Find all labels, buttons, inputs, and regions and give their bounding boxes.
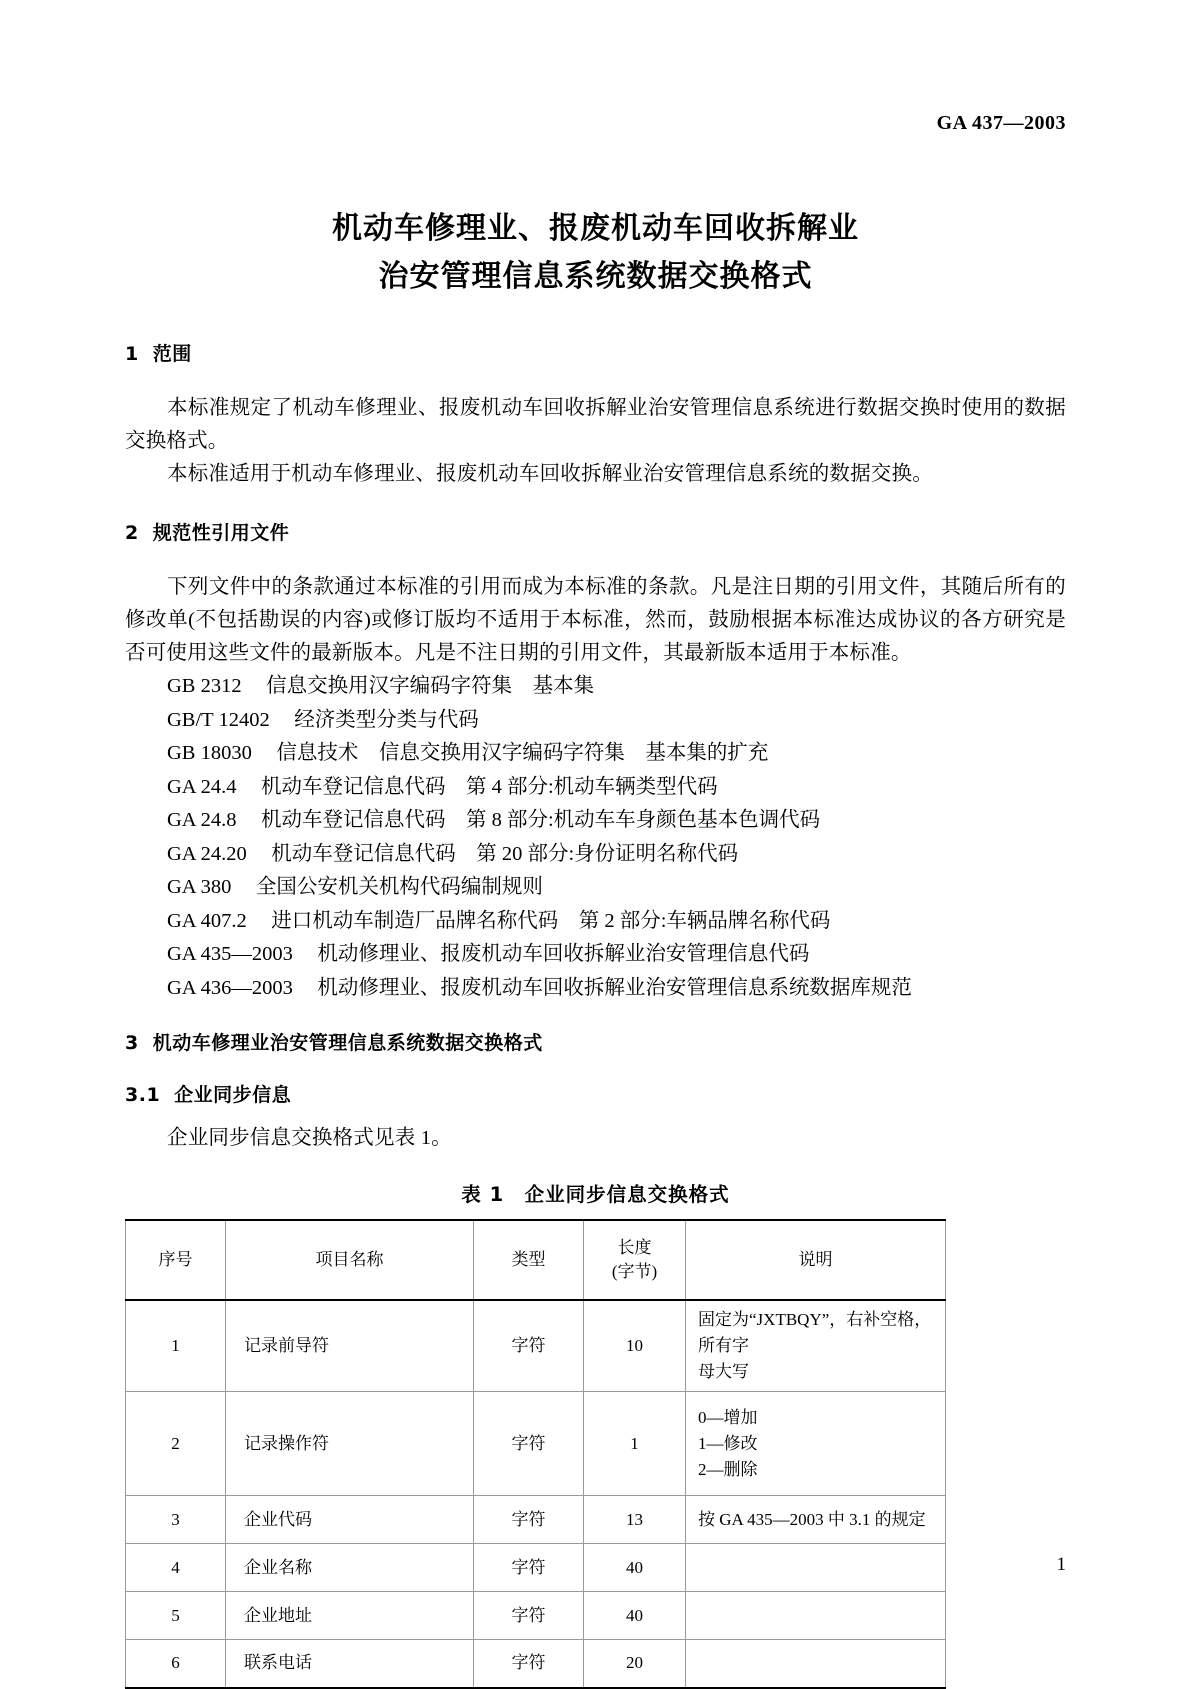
cell-description xyxy=(686,1300,946,1392)
cell-type: 字符 xyxy=(474,1640,584,1688)
reference-code: GA 24.20 xyxy=(167,842,247,865)
cell-description-line: 1—修改 xyxy=(698,1433,758,1453)
cell-length: 1 xyxy=(584,1392,686,1496)
table-row xyxy=(126,1300,946,1392)
list-item xyxy=(125,871,1066,905)
cell-length: 20 xyxy=(584,1640,686,1688)
cell-name: 记录前导符 xyxy=(226,1300,474,1392)
table-1-caption-title: 企业同步信息交换格式 xyxy=(524,1183,730,1206)
cell-description-line: 2—删除 xyxy=(698,1459,758,1479)
reference-code: GA 24.4 xyxy=(167,775,237,798)
section-title-2: 规范性引用文件 xyxy=(152,522,290,544)
table-row xyxy=(126,1640,946,1688)
list-item xyxy=(125,938,1066,972)
section-number-3-1: 3.1 xyxy=(125,1084,161,1106)
cell-length: 40 xyxy=(584,1592,686,1640)
reference-code: GA 435—2003 xyxy=(167,943,293,965)
cell-name: 联系电话 xyxy=(226,1640,474,1688)
reference-code: GA 24.8 xyxy=(167,809,237,831)
cell-seq: 4 xyxy=(126,1544,226,1592)
cell-description xyxy=(686,1640,946,1688)
column-header-length-line-2: (字节) xyxy=(611,1262,658,1281)
document-title-line-1: 机动车修理业、报废机动车回收拆解业 xyxy=(332,211,859,246)
reference-code: GB 18030 xyxy=(167,742,252,764)
reference-title: 机动修理业、报废机动车回收拆解业治安管理信息代码 xyxy=(317,943,810,965)
section-heading-1 xyxy=(125,340,1066,368)
page-header-standard-id: GA 437—2003 xyxy=(936,112,1066,134)
cell-name: 企业名称 xyxy=(226,1544,474,1592)
reference-title: 全国公安机关机构代码编制规则 xyxy=(255,876,543,898)
reference-title: 机动修理业、报废机动车回收拆解业治安管理信息系统数据库规范 xyxy=(317,976,912,999)
reference-code: GB 2312 xyxy=(167,675,242,697)
column-header-description: 说明 xyxy=(686,1220,946,1300)
list-item xyxy=(125,737,1066,771)
section-title-1: 范围 xyxy=(152,343,192,365)
reference-title: 机动车登记信息代码 第 4 部分:机动车辆类型代码 xyxy=(260,775,718,798)
section-number-3: 3 xyxy=(125,1032,139,1054)
cell-seq: 2 xyxy=(126,1392,226,1496)
normative-references-list xyxy=(125,670,1066,1005)
cell-description-line: 按 GA 435—2003 中 3.1 的规定 xyxy=(698,1509,926,1529)
table-1-enterprise-sync-format xyxy=(125,1219,946,1689)
cell-seq: 6 xyxy=(126,1640,226,1688)
list-item xyxy=(125,704,1066,738)
cell-description xyxy=(686,1544,946,1592)
section-title-3: 机动车修理业治安管理信息系统数据交换格式 xyxy=(152,1032,543,1054)
cell-name: 企业地址 xyxy=(226,1592,474,1640)
table-1-caption xyxy=(125,1179,1066,1207)
section-1-paragraph-2: 本标准适用于机动车修理业、报废机动车回收拆解业治安管理信息系统的数据交换。 xyxy=(167,463,933,485)
cell-name: 记录操作符 xyxy=(226,1392,474,1496)
list-item xyxy=(125,804,1066,838)
section-heading-3-1 xyxy=(125,1081,1066,1109)
table-1-caption-label: 表 1 xyxy=(461,1183,505,1206)
cell-length: 10 xyxy=(584,1300,686,1392)
list-item xyxy=(125,771,1066,805)
reference-title: 进口机动车制造厂品牌名称代码 第 2 部分:车辆品牌名称代码 xyxy=(271,909,831,932)
document-body xyxy=(125,340,1066,1689)
list-item xyxy=(125,905,1066,939)
cell-type: 字符 xyxy=(474,1496,584,1544)
document-title-line-2: 治安管理信息系统数据交换格式 xyxy=(378,259,813,294)
cell-length: 13 xyxy=(584,1496,686,1544)
column-header-length xyxy=(584,1220,686,1300)
table-row xyxy=(126,1544,946,1592)
section-number-1: 1 xyxy=(125,343,139,365)
column-header-type: 类型 xyxy=(474,1220,584,1300)
list-item xyxy=(125,972,1066,1006)
column-header-length-line-1: 长度 xyxy=(617,1238,652,1257)
cell-description-line: 母大写 xyxy=(698,1362,749,1381)
cell-description xyxy=(686,1392,946,1496)
section-2-paragraph-1: 下列文件中的条款通过本标准的引用而成为本标准的条款。凡是注日期的引用文件，其随后所有的修改单(不包括勘误的内容)或修订版均不适用于本标准，然而，鼓励根据本标准达成协议的各方研究是否可使用这些文件的最新版本。凡是不注日期的引用文件，其最新版本适用于本标准。 xyxy=(125,576,1066,664)
list-item xyxy=(125,670,1066,704)
cell-type: 字符 xyxy=(474,1592,584,1640)
document-title xyxy=(125,205,1066,301)
cell-seq: 5 xyxy=(126,1592,226,1640)
cell-description-line: 0—增加 xyxy=(698,1407,758,1427)
cell-seq: 3 xyxy=(126,1496,226,1544)
cell-description xyxy=(686,1592,946,1640)
section-heading-3 xyxy=(125,1029,1066,1057)
reference-title: 经济类型分类与代码 xyxy=(294,708,479,731)
reference-code: GA 407.2 xyxy=(167,909,247,932)
section-number-2: 2 xyxy=(125,522,139,544)
column-header-seq: 序号 xyxy=(126,1220,226,1300)
cell-description-line: 固定为“JXTBQY”，右补空格，所有字 xyxy=(698,1310,932,1355)
cell-type: 字符 xyxy=(474,1544,584,1592)
reference-title: 机动车登记信息代码 第 20 部分:身份证明名称代码 xyxy=(271,842,739,865)
reference-code: GA 436—2003 xyxy=(167,976,293,999)
reference-title: 信息技术 信息交换用汉字编码字符集 基本集的扩充 xyxy=(276,742,769,764)
reference-code: GB/T 12402 xyxy=(167,708,270,731)
cell-type: 字符 xyxy=(474,1392,584,1496)
cell-seq: 1 xyxy=(126,1300,226,1392)
section-title-3-1: 企业同步信息 xyxy=(174,1084,292,1106)
column-header-name: 项目名称 xyxy=(226,1220,474,1300)
page-number: 1 xyxy=(1056,1554,1066,1575)
table-row xyxy=(126,1496,946,1544)
table-row xyxy=(126,1592,946,1640)
cell-description xyxy=(686,1496,946,1544)
table-header-row xyxy=(126,1220,946,1300)
list-item xyxy=(125,838,1066,872)
section-heading-2 xyxy=(125,519,1066,547)
cell-name: 企业代码 xyxy=(226,1496,474,1544)
table-row xyxy=(126,1392,946,1496)
cell-length: 40 xyxy=(584,1544,686,1592)
cell-type: 字符 xyxy=(474,1300,584,1392)
reference-code: GA 380 xyxy=(167,876,232,898)
reference-title: 信息交换用汉字编码字符集 基本集 xyxy=(266,675,595,697)
reference-title: 机动车登记信息代码 第 8 部分:机动车车身颜色基本色调代码 xyxy=(260,809,821,831)
section-3-1-paragraph-1: 企业同步信息交换格式见表 1。 xyxy=(167,1127,452,1149)
section-1-paragraph-1: 本标准规定了机动车修理业、报废机动车回收拆解业治安管理信息系统进行数据交换时使用的数据交换格式。 xyxy=(125,397,1066,452)
